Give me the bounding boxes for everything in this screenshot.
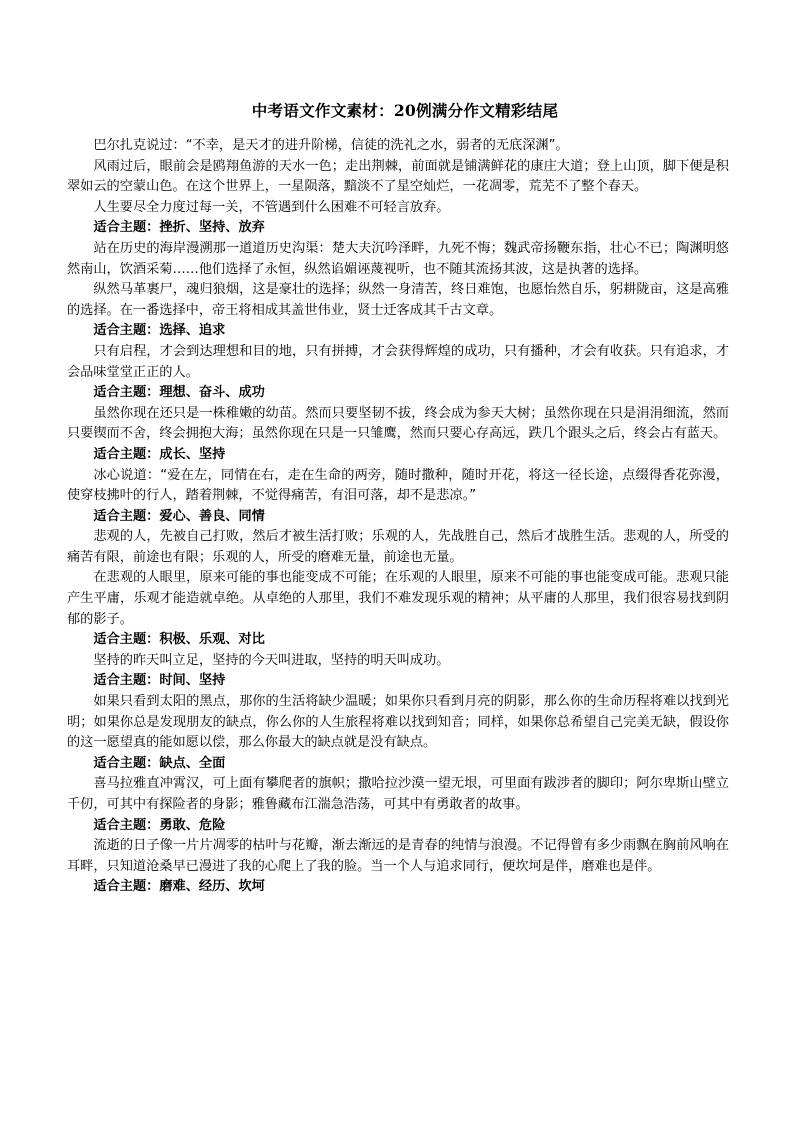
theme-heading: 适合主题：成长、坚持 [93, 446, 226, 462]
paragraph: 站在历史的海岸漫溯那一道道历史沟渠：楚大夫沉吟泽畔，九死不悔；魏武帝扬鞭东指，壮心不已；陶渊明悠然南山，饮酒采菊……他们选择了永恒，纵然谄媚诬蔑视听，也不随其流扬其波，这是执著的选择。 [67, 240, 729, 277]
paragraph: 在悲观的人眼里，原来可能的事也能变成不可能；在乐观的人眼里，原来不可能的事也能变成可能。悲观只能产生平庸，乐观才能造就卓绝。从卓绝的人那里，我们不难发现乐观的精神；从平庸的人那里，我们很容易找到阴郁的影子。 [67, 570, 729, 627]
theme-heading: 适合主题：挫折、坚持、放弃 [93, 220, 265, 236]
theme-heading: 适合主题：爱心、善良、同情 [93, 508, 265, 524]
paragraph: 流逝的日子像一片片凋零的枯叶与花瓣，渐去渐远的是青春的纯情与浪漫。不记得曾有多少雨飘在胸前风响在耳畔，只知道沧桑早已漫进了我的心爬上了我的脸。当一个人与追求同行，便坎坷是伴，磨难也是伴。 [67, 838, 729, 874]
paragraph: 巴尔扎克说过：“不幸，是天才的进升阶梯，信徒的洗礼之水，弱者的无底深渊”。 [93, 138, 569, 153]
paragraph: 坚持的昨天叫立足，坚持的今天叫进取，坚持的明天叫成功。 [93, 652, 450, 668]
theme-heading: 适合主题：时间、坚持 [93, 673, 226, 689]
paragraph: 风雨过后，眼前会是鸥翔鱼游的天水一色；走出荆棘，前面就是铺满鲜花的康庄大道；登上山顶，脚下便是积翠如云的空蒙山色。在这个世界上，一星陨落，黯淡不了星空灿烂，一花凋零，荒芜不了整个春天。 [67, 158, 729, 195]
theme-heading: 适合主题：缺点、全面 [93, 755, 226, 771]
theme-heading: 适合主题：积极、乐观、对比 [93, 632, 265, 648]
paragraph: 喜马拉雅直冲霄汉，可上面有攀爬者的旗帜；撒哈拉沙漠一望无垠，可里面有跋涉者的脚印；阿尔卑斯山壁立千仞，可其中有探险者的身影；雅鲁藏布江湍急浩荡，可其中有勇敢者的故事。 [67, 776, 729, 812]
paragraph: 如果只看到太阳的黑点，那你的生活将缺少温暖；如果你只看到月亮的阴影，那么你的生命历程将难以找到光明；如果你总是发现朋友的缺点，你么你的人生旅程将难以找到知音；同样，如果你总希望自己完美无缺，假设你的这一愿望真的能如愿以偿，那么你最大的缺点就是没有缺点。 [67, 694, 729, 751]
paragraph: 只有启程，才会到达理想和目的地，只有拼搏，才会获得辉煌的成功，只有播种，才会有收获。只有追求，才会品味堂堂正正的人。 [67, 343, 729, 380]
paragraph: 纵然马革裹尸，魂归狼烟，这是豪壮的选择；纵然一身清苦，终日难饱，也愿怡然自乐，躬耕陇亩，这是高雅的选择。在一番选择中，帝王将相成其盖世伟业，贤士迁客成其千古文章。 [67, 282, 729, 318]
paragraph: 冰心说道：“爱在左，同情在右，走在生命的两旁，随时撒种，随时开花，将这一径长途，点缀得香花弥漫，使穿枝拂叶的行人，踏着荆棘，不觉得痛苦，有泪可落，却不是悲凉。” [67, 467, 729, 504]
theme-heading: 适合主题：理想、奋斗、成功 [93, 385, 265, 401]
theme-heading: 适合主题：勇敢、危险 [93, 817, 226, 833]
document-page [67, 100, 729, 898]
document-title: 中考语文作文素材：20例满分作文精彩结尾 [251, 101, 559, 120]
paragraph: 人生要尽全力度过每一关，不管遇到什么困难不可轻言放弃。 [93, 199, 450, 215]
paragraph: 虽然你现在还只是一株稚嫩的幼苗。然而只要坚韧不拔，终会成为参天大树；虽然你现在只是涓涓细流，然而只要锲而不舍，终会拥抱大海；虽然你现在只是一只雏鹰，然而只要心存高远，跌几个跟头之后，终会占有蓝天。 [67, 405, 729, 442]
theme-heading: 适合主题：磨难、经历、坎坷 [93, 879, 265, 895]
theme-heading: 适合主题：选择、追求 [93, 323, 226, 339]
paragraph: 悲观的人，先被自己打败，然后才被生活打败；乐观的人，先战胜自己，然后才战胜生活。悲观的人，所受的痛苦有限，前途也有限；乐观的人，所受的磨难无量，前途也无量。 [67, 529, 729, 565]
